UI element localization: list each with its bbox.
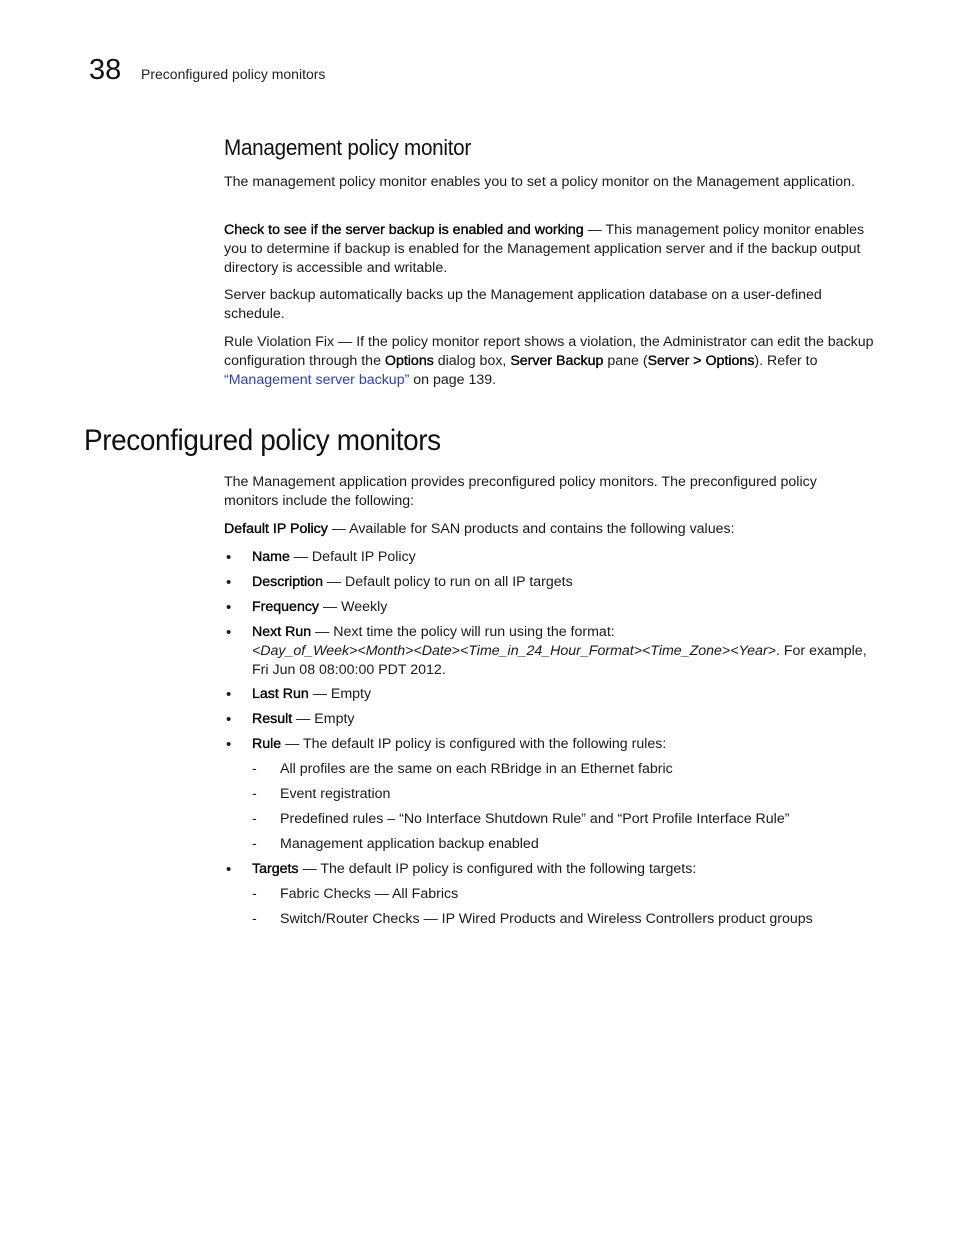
dash-marker: - bbox=[252, 836, 257, 852]
next-run-format: <Day_of_Week><Month><Date><Time_in_24_Hour_Format><Time_Zone><Year> bbox=[252, 643, 776, 659]
server-backup-paragraph bbox=[224, 286, 874, 324]
list-item-term: Description bbox=[252, 574, 323, 590]
list-item-term: Frequency bbox=[252, 599, 320, 615]
rule-sub-item-text: Predefined rules – “No Interface Shutdown Rule” and “Port Profile Interface Rule” bbox=[280, 811, 790, 827]
list-item-desc: — Next time the policy will run using the format: bbox=[311, 624, 615, 640]
server-backup-text: Server backup automatically backs up the Management application database on a user-defined schedule. bbox=[224, 287, 822, 322]
management-intro-paragraph bbox=[224, 173, 874, 192]
default-ip-policy-term: Default IP Policy bbox=[224, 521, 328, 537]
rule-fix-text-3: pane ( bbox=[603, 353, 648, 369]
list-item-desc: — Weekly bbox=[319, 599, 388, 615]
list-item-term: Rule bbox=[252, 736, 282, 752]
dash-marker: - bbox=[252, 886, 257, 902]
default-ip-policy-paragraph bbox=[224, 520, 874, 539]
management-server-backup-link[interactable]: “Management server backup” bbox=[224, 372, 410, 388]
list-item-desc: — The default IP policy is configured with the following targets: bbox=[298, 861, 697, 877]
check-backup-description: — This management policy monitor enables you to determine if backup is enabled for the Management application server and if the backup output directory is accessible and writable. bbox=[224, 222, 865, 276]
check-backup-paragraph bbox=[224, 221, 874, 278]
rule-fix-text-2: dialog box, bbox=[433, 353, 511, 369]
list-item-desc: — Empty bbox=[292, 711, 355, 727]
rule-sub-item-text: All profiles are the same on each RBridge in an Ethernet fabric bbox=[280, 761, 673, 777]
list-item-term: Last Run bbox=[252, 686, 309, 702]
rule-violation-fix-paragraph bbox=[224, 333, 874, 390]
rule-fix-text-4: ). Refer to bbox=[754, 353, 818, 369]
list-item-desc: — Empty bbox=[308, 686, 372, 702]
chapter-number: 38 bbox=[89, 54, 122, 86]
bullet-marker: • bbox=[226, 861, 232, 878]
dash-marker: - bbox=[252, 786, 257, 802]
dash-marker: - bbox=[252, 911, 257, 927]
check-backup-term: Check to see if the server backup is enabled and working bbox=[224, 222, 584, 238]
list-item-term: Next Run bbox=[252, 624, 312, 640]
bullet-marker: • bbox=[226, 549, 232, 566]
preconfigured-policy-monitors-heading: Preconfigured policy monitors bbox=[84, 424, 441, 457]
list-item-desc: — Default IP Policy bbox=[289, 549, 416, 565]
server-backup-term: Server Backup bbox=[510, 353, 604, 369]
list-item-desc: — The default IP policy is configured with the following rules: bbox=[281, 736, 667, 752]
running-title: Preconfigured policy monitors bbox=[141, 66, 326, 82]
bullet-marker: • bbox=[226, 599, 232, 616]
target-sub-item-text: Fabric Checks — All Fabrics bbox=[280, 886, 459, 902]
bullet-marker: • bbox=[226, 574, 232, 591]
rule-sub-item-text: Event registration bbox=[280, 786, 391, 802]
next-run-example: . For example, Fri Jun 08 08:00:00 PDT 2012. bbox=[252, 643, 867, 678]
list-item-term: Targets bbox=[252, 861, 299, 877]
list-item-desc: — Default policy to run on all IP targets bbox=[322, 574, 573, 590]
default-ip-policy-description: — Available for SAN products and contains the following values: bbox=[327, 521, 735, 537]
preconfigured-intro-text: The Management application provides preconfigured policy monitors. The preconfigured policy monitors include the following: bbox=[224, 474, 817, 509]
management-intro-text: The management policy monitor enables you to set a policy monitor on the Management application. bbox=[224, 174, 855, 190]
rule-sub-item-text: Management application backup enabled bbox=[280, 836, 539, 852]
preconfigured-intro-paragraph bbox=[224, 473, 874, 511]
target-sub-item-text: Switch/Router Checks — IP Wired Products and Wireless Controllers product groups bbox=[280, 911, 813, 927]
list-item-term: Result bbox=[252, 711, 293, 727]
rule-fix-text-1: Rule Violation Fix — If the policy monitor report shows a violation, the Administrator can edit the backup configuration through the bbox=[224, 334, 874, 369]
bullet-marker: • bbox=[226, 624, 232, 641]
list-item-term: Name bbox=[252, 549, 290, 565]
options-term: Options bbox=[384, 353, 434, 369]
bullet-marker: • bbox=[226, 711, 232, 728]
dash-marker: - bbox=[252, 761, 257, 777]
bullet-marker: • bbox=[226, 736, 232, 753]
management-policy-monitor-heading: Management policy monitor bbox=[224, 135, 471, 160]
bullet-marker: • bbox=[226, 686, 232, 703]
rule-fix-text-5: on page 139. bbox=[409, 372, 497, 388]
menu-path: Server > Options bbox=[647, 353, 755, 369]
dash-marker: - bbox=[252, 811, 257, 827]
